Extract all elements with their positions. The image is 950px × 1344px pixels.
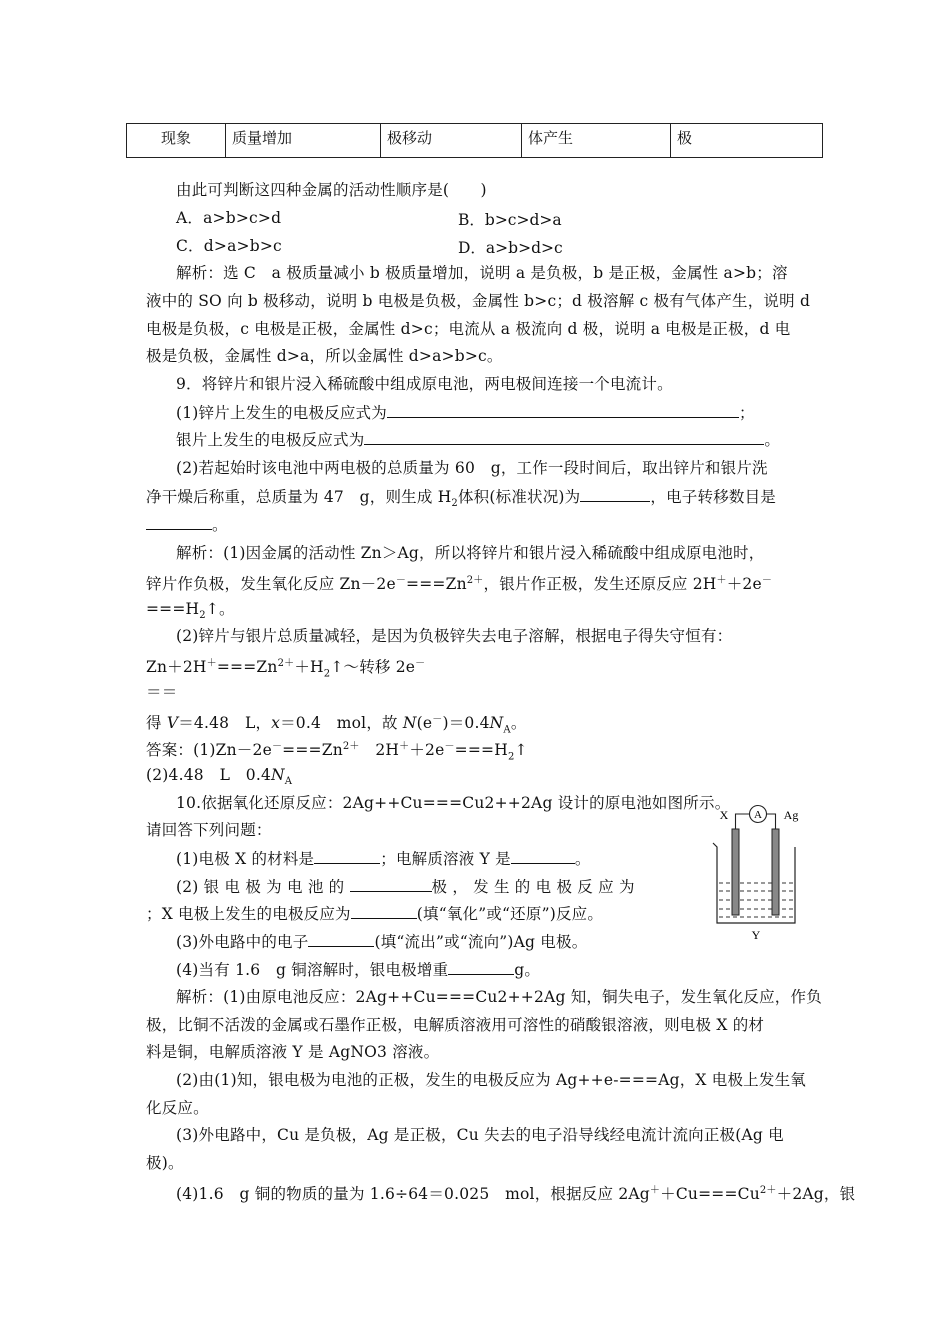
label-ag: Ag <box>783 808 799 822</box>
text: (2) 银 电 极 为 电 池 的 <box>176 878 345 896</box>
q8-option-b: B．b>c>d>a <box>458 211 562 229</box>
answer-blank[interactable] <box>580 486 650 502</box>
q9-part1a-text: (1)锌片上发生的电极反应式为 <box>176 404 387 422</box>
text: ↑～转移 2e <box>330 658 416 677</box>
superscript: － <box>761 575 773 586</box>
text: (4)1.6 g 铜的物质的量为 1.6÷64＝0.025 mol，根据反应 2Ag <box>176 1185 650 1204</box>
answer-blank[interactable] <box>448 959 514 975</box>
text: 锌片作负极，发生氧化反应 Zn－2e <box>146 575 396 594</box>
subscript: 2 <box>451 498 458 510</box>
superscript: 2＋ <box>759 1185 777 1196</box>
table-cell: 现象 <box>127 124 226 158</box>
subscript: 2 <box>323 668 331 680</box>
text: ，银片作正极，发生还原反应 2H <box>483 575 717 594</box>
text: Zn＋2H <box>146 658 207 677</box>
text: (2)4.48 L 0.4 <box>146 766 272 784</box>
text: 体积(标准状况)为 <box>457 488 581 506</box>
q8-option-c: C．d>a>b>c <box>176 237 282 255</box>
superscript: ＋ <box>649 1185 661 1196</box>
electrode-ag <box>772 829 779 915</box>
answer-blank[interactable] <box>387 402 739 418</box>
text: ↑。 <box>205 600 235 618</box>
q9-part2a: (2)若起始时该电池中两电极的总质量为 60 g，工作一段时间后，取出锌片和银片洗 <box>176 459 768 477</box>
text: g。 <box>514 961 541 979</box>
superscript: － <box>432 714 443 725</box>
text: ===Zn <box>282 741 343 760</box>
table-cell: 体产生 <box>522 124 671 158</box>
text: (e <box>416 714 433 733</box>
observation-table <box>126 123 823 158</box>
superscript: ＋ <box>206 658 217 669</box>
q10-stem-a: 10.依据氧化还原反应：2Ag++Cu===Cu2++2Ag 设计的原电池如图所示。 <box>176 794 731 812</box>
text: (4)当有 1.6 g 铜溶解时，银电极增重 <box>176 961 449 979</box>
superscript: 2＋ <box>466 575 484 586</box>
subscript: A <box>284 776 293 788</box>
table-cell: 极 <box>671 124 823 158</box>
q10-part3 <box>176 931 587 952</box>
q10-part2b <box>146 903 603 924</box>
superscript: － <box>444 741 455 752</box>
superscript: － <box>271 741 283 752</box>
q8-option-d: D．a>b>d>c <box>458 239 563 257</box>
q9-analysis-2a: (2)锌片与银片总质量减轻，是因为负极锌失去电子溶解，根据电子得失守恒有： <box>176 627 733 645</box>
text: ＝0.4 mol，故 <box>280 714 403 733</box>
q9-answer-2 <box>146 765 292 792</box>
label-x: X <box>719 808 729 822</box>
table-cell: 质量增加 <box>226 124 381 158</box>
variable: V <box>166 714 179 733</box>
q8-analysis-line: 液中的 SO 向 b 极移动，说明 b 电极是负极，金属性 b>c；d 极溶解 c 极有气体产生，说明 d <box>146 292 811 310</box>
q10-analysis-4 <box>176 1181 855 1204</box>
q9-analysis-2c: ＝＝ <box>146 683 178 701</box>
q10-analysis-1a: 解析：(1)由原电池反应：2Ag++Cu===Cu2++2Ag 知，铜失电子，发生氧化反应，作负 <box>176 988 822 1006</box>
text: ↑ <box>514 741 528 760</box>
text: ＋2e <box>726 575 762 594</box>
punct: ； <box>738 404 755 422</box>
text: ===Zn <box>406 575 467 594</box>
superscript: ＋ <box>399 741 410 752</box>
text: ，电子转移数目是 <box>650 488 776 506</box>
label-y: Y <box>751 928 761 942</box>
answer-blank[interactable] <box>350 876 432 892</box>
q8-analysis-line: 极是负极，金属性 d>a，所以金属性 d>a>b>c。 <box>146 347 503 365</box>
text: ＋H <box>294 658 324 677</box>
q9-part2b <box>146 486 776 514</box>
table-cell: 极移动 <box>381 124 522 158</box>
q10-analysis-3a: (3)外电路中，Cu 是负极，Ag 是正极，Cu 失去的电子沿导线经电流计流向正极(Ag 电 <box>176 1126 784 1144</box>
subscript: 2 <box>199 610 206 622</box>
q10-analysis-3b: 极)。 <box>146 1154 184 1172</box>
text: (填“流出”或“流向”)Ag 电极。 <box>374 933 588 951</box>
text: ＋2e <box>409 741 445 760</box>
text: 极 ， 发 生 的 电 极 反 应 为 <box>431 878 635 896</box>
text: 。 <box>574 850 591 868</box>
q9-part1a <box>176 402 755 423</box>
q10-analysis-1c: 料是铜，电解质溶液 Y 是 AgNO3 溶液。 <box>146 1043 440 1061</box>
text: (填“氧化”或“还原”)反应。 <box>416 905 604 923</box>
q10-analysis-2b: 化反应。 <box>146 1099 209 1117</box>
q10-part4 <box>176 959 540 980</box>
q9-analysis-2d <box>146 710 527 740</box>
q9-answer-1 <box>146 737 528 767</box>
punct: 。 <box>764 431 781 449</box>
electrode-x <box>732 829 739 915</box>
galvanic-cell-figure <box>705 803 811 943</box>
punct: 。 <box>212 516 228 534</box>
electrolyte-surface <box>719 883 793 917</box>
answer-blank[interactable] <box>146 514 212 530</box>
answer-blank[interactable] <box>364 429 764 445</box>
q10-stem-b: 请回答下列问题： <box>146 821 272 839</box>
q9-analysis-2b <box>146 654 425 684</box>
q8-option-a: A．a>b>c>d <box>176 209 282 227</box>
text: ＋2Ag，银 <box>776 1185 856 1204</box>
text: 答案：(1)Zn－2e <box>146 741 272 760</box>
q9-part1b-text: 银片上发生的电极反应式为 <box>176 431 365 449</box>
variable: N <box>489 714 504 733</box>
text: )＝0.4 <box>442 714 490 733</box>
text: ＋Cu===Cu <box>660 1185 760 1204</box>
text: ；X 电极上发生的电极反应为 <box>146 905 351 923</box>
ammeter-label: A <box>754 809 762 821</box>
text: (1)电极 X 的材料是 <box>176 850 315 868</box>
q10-analysis-1b: 极，比铜不活泼的金属或石墨作正极，电解质溶液用可溶性的硝酸银溶液，则电极 X 的材 <box>146 1016 765 1034</box>
answer-blank[interactable] <box>308 931 374 947</box>
text: 2H <box>359 741 400 760</box>
q10-part1 <box>176 848 591 869</box>
q10-part2a <box>176 876 635 897</box>
answer-blank[interactable] <box>351 903 417 919</box>
q9-stem: 9．将锌片和银片浸入稀硫酸中组成原电池，两电极间连接一个电流计。 <box>176 375 673 393</box>
text: 净干燥后称重，总质量为 47 g，则生成 H <box>146 488 452 506</box>
q9-analysis-1a: 解析：(1)因金属的活动性 Zn＞Ag，所以将锌片和银片浸入稀硫酸中组成原电池时， <box>176 544 765 562</box>
text: 。 <box>510 714 527 733</box>
text: 得 <box>146 714 167 733</box>
variable: N <box>402 714 417 733</box>
answer-blank[interactable] <box>314 848 380 864</box>
variable: N <box>271 766 285 784</box>
answer-blank[interactable] <box>511 848 575 864</box>
superscript: － <box>395 575 407 586</box>
superscript: ＋ <box>716 575 727 586</box>
text: ===H <box>146 600 200 618</box>
superscript: － <box>415 658 426 669</box>
superscript: 2＋ <box>277 658 295 669</box>
text: ===H <box>454 741 508 760</box>
text: (3)外电路中的电子 <box>176 933 309 951</box>
q9-part1b <box>176 429 780 450</box>
text: ＝4.48 L， <box>178 714 272 733</box>
q10-analysis-2a: (2)由(1)知，银电极为电池的正极，发生的电极反应为 Ag++e-===Ag，X 电极上发生氧 <box>176 1071 806 1089</box>
subscript: 2 <box>507 751 515 763</box>
q9-analysis-1c <box>146 599 235 626</box>
text: ===Zn <box>216 658 278 677</box>
q9-part2c <box>146 514 228 535</box>
variable: x <box>271 714 281 733</box>
text: ；电解质溶液 Y 是 <box>380 850 511 868</box>
table-row <box>127 124 823 158</box>
q8-analysis-line: 解析：选 C a 极质量减小 b 极质量增加，说明 a 是负极，b 是正极，金属性 a>b；溶 <box>176 264 788 282</box>
subscript: A <box>503 724 511 736</box>
q9-analysis-1b <box>146 571 772 594</box>
q8-analysis-line: 电极是负极，c 电极是正极，金属性 d>c；电流从 a 极流向 d 极，说明 a 电极是正极，d 电 <box>146 320 791 338</box>
q8-stem: 由此可判断这四种金属的活动性顺序是( ) <box>176 181 487 199</box>
superscript: 2＋ <box>342 741 360 752</box>
